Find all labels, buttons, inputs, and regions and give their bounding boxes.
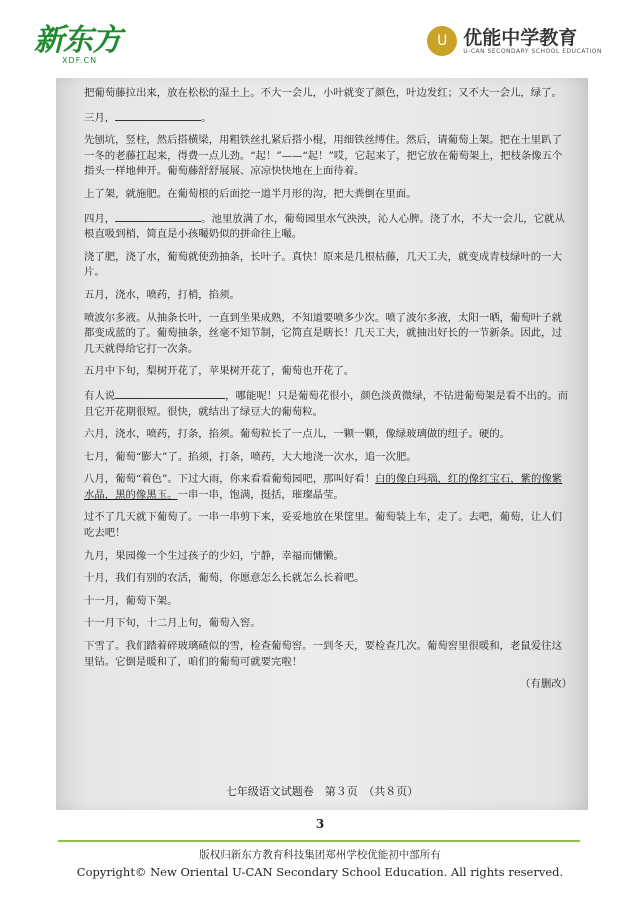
paragraph: 七月，葡萄“膨大”了。掐须，打条，喷药，大大地浇一次水，追一次肥。 [84,450,417,463]
paragraph: 五月中下旬，梨树开花了，苹果树开花了，葡萄也开花了。 [84,365,355,378]
answer-blank [115,109,201,121]
paragraph: 四月， 。池里放满了水，葡萄园里水气泱泱，沁人心脾。浇了水，不大一会儿，它就从根直吸到梢，简直是小孩嘬奶似的拼命往上嘬。 [84,210,572,243]
xdf-logo [34,23,121,65]
copyright-en: Copyright© New Oriental U-CAN Secondary School Education. All rights reserved. [76,865,564,879]
paragraph: 上了架，就施肥。在葡萄根的后面挖一道半月形的沟，把大粪倒在里面。 [84,187,417,200]
paragraph: 浇了肥，浇了水，葡萄就使劲抽条，长叶子。真快！原来是几根枯藤，几天工夫，就变成青枝绿叶的一大片。 [84,250,562,279]
passage-text [84,86,572,693]
paragraph: 喷波尔多液。从抽条长叶，一直到坐果成熟，不知道要喷多少次。喷了波尔多液，太阳一晒，葡萄叶子就都变成蓝的了。葡萄抽条，丝毫不知节制，它简直是瞎长！几天工夫，就抽出好长的一节新条。因此，过几天就得给它打一次条。 [84,311,562,355]
paragraph: 先刨坑，竖柱，然后搭横梁，用粗铁丝扎紧后搭小棍，用细铁丝缚住。然后，请葡萄上架。把在土里趴了一冬的老藤扛起来，得费一点儿劲。“起！”——“起！”哎，它起来了，把它放在葡萄架上，把枝条像五个指头一样地伸开。葡萄藤舒舒展展、凉凉快快地在上面待着。 [84,134,563,178]
paragraph: 十月，我们有别的农活，葡萄，你愿意怎么长就怎么长着吧。 [84,572,365,585]
paragraph: 八月，葡萄“着色”。下过大雨，你来看看葡萄园吧，那叫好看！白的像白玛瑙，红的像红宝石，紫的像紫水晶，黑的像黑玉。一串一串，饱满，挺括，璀璨晶莹。 [84,473,563,501]
copyright-cn: 版权归新东方教育科技集团郑州学校优能初中部所有 [199,849,441,861]
paragraph: 五月，浇水，喷药，打梢，掐须。 [84,288,240,301]
scanned-exam-page [56,78,588,810]
paragraph: 过不了几天就下葡萄了。一串一串剪下来，妥妥地放在果筐里。葡萄装上车，走了。去吧，葡萄，让人们吃去吧！ [84,511,562,540]
answer-blank [115,387,225,399]
paragraph: 三月， 。 [84,109,572,127]
paragraph: 把葡萄藤拉出来，放在松松的湿土上。不大一会儿，小叶就变了颜色，叶边发红；又不大一会儿，绿了。 [84,87,562,99]
answer-blank [115,210,201,222]
xdf-logo-text: 新东方 [34,23,121,58]
paragraph: 有人说 ，哪能呢！只是葡萄花很小，颜色淡黄微绿，不钻进葡萄架是看不出的。而且它开花期很短。很快，就结出了绿豆大的葡萄粒。 [84,387,572,420]
paragraph: 十一月，葡萄下架。 [84,594,178,607]
paragraph: 下雪了。我们踏着碎玻璃碴似的雪，检查葡萄窖。一到冬天，要检查几次。葡萄窖里很暖和，老鼠爱往这里钻。它倒是暖和了，咱们的葡萄可就要完啦！ [84,640,562,668]
ucan-logo-sub: U-CAN SECONDARY SCHOOL EDUCATION [463,47,602,55]
source-note: （有删改） [520,678,572,691]
xdf-logo-sub: XDF.CN [62,56,98,65]
ucan-logo-text: 优能中学教育 [463,26,578,49]
paragraph: 九月，果园像一个生过孩子的少妇，宁静，幸福而慵懒。 [84,549,344,562]
ucan-emblem-icon: U [427,26,457,56]
page-header [0,0,640,70]
footer-divider [58,840,580,842]
exam-page-footer: 七年级语文试题卷 第３页 （共８页） [225,785,419,798]
ucan-logo [427,26,602,56]
page-number: 3 [315,817,325,831]
underlined-sentence: 白的像白玛瑙，红的像红宝石，紫的像紫水晶，黑的像黑玉。 [84,473,563,501]
paragraph: 十一月下旬，十二月上旬，葡萄入窖。 [84,617,261,630]
paragraph: 六月，浇水，喷药，打条，掐须。葡萄粒长了一点儿，一颗一颗，像绿玻璃做的纽子。硬的。 [84,428,511,441]
